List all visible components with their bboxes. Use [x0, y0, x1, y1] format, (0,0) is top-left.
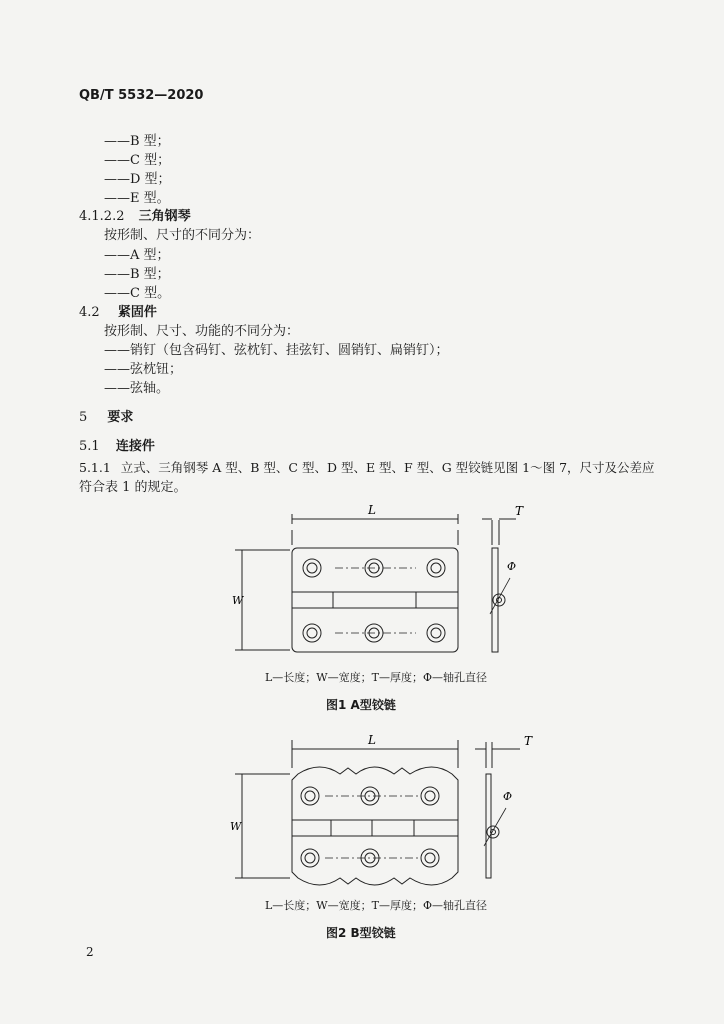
- list-item: ——A 型；: [104, 248, 170, 263]
- figure1-caption: 图1 A型铰链: [326, 698, 396, 712]
- paragraph-text: 立式、三角钢琴 A 型、B 型、C 型、D 型、E 型、F 型、G 型铰链见图 1～图 7，尺寸及公差应: [120, 460, 655, 475]
- figure2-legend: L—长度；W—宽度；T—厚度；Φ—轴孔直径: [265, 899, 487, 912]
- section-title: 要求: [107, 410, 134, 425]
- figure1-hinge-drawing: [220, 500, 540, 675]
- figure2-hinge-drawing: [220, 730, 540, 895]
- dimension-label-T: T: [515, 504, 524, 518]
- list-item: ——C 型。: [104, 286, 171, 301]
- list-item: ——B 型；: [104, 267, 170, 282]
- list-item: ——E 型。: [104, 191, 170, 206]
- section-heading-4122: [79, 209, 191, 225]
- section-intro: 按形制、尺寸的不同分为：: [104, 228, 261, 243]
- dimension-label-T: T: [524, 734, 533, 748]
- section-heading-42: [79, 305, 157, 321]
- list-item: ——C 型；: [104, 153, 171, 168]
- list-item: ——弦轴。: [104, 381, 170, 396]
- section-heading-5: [79, 410, 133, 426]
- list-item: ——弦枕钮；: [104, 362, 183, 377]
- figure1-legend: L—长度；W—宽度；T—厚度；Φ—轴孔直径: [265, 671, 487, 684]
- section-number: 4.1.2.2: [79, 209, 125, 224]
- section-title: 连接件: [115, 439, 155, 454]
- list-item: ——D 型；: [104, 172, 171, 187]
- section-number: 5.1: [79, 439, 100, 454]
- list-item: ——销钉（包含码钉、弦枕钉、挂弦钉、圆销钉、扁销钉）；: [104, 343, 449, 358]
- section-heading-51: [79, 439, 155, 455]
- list-item: ——B 型；: [104, 134, 170, 149]
- paragraph-511-line1: [79, 460, 655, 476]
- section-title: 紧固件: [117, 305, 157, 320]
- section-number: 5.1.1: [79, 460, 111, 475]
- dimension-label-W: W: [232, 594, 244, 607]
- section-number: 5: [79, 410, 88, 425]
- dimension-label-L: L: [368, 733, 376, 747]
- dimension-label-phi: Φ: [503, 790, 513, 803]
- section-number: 4.2: [79, 305, 100, 320]
- paragraph-511-line2: 符合表 1 的规定。: [79, 480, 187, 495]
- dimension-label-phi: Φ: [507, 560, 517, 573]
- dimension-label-L: L: [368, 503, 376, 517]
- figure2-caption: 图2 B型铰链: [326, 926, 396, 940]
- section-title: 三角钢琴: [138, 209, 191, 224]
- dimension-label-W: W: [230, 820, 242, 833]
- standard-code-header: QB/T 5532—2020: [79, 88, 204, 103]
- page-number: 2: [86, 945, 94, 959]
- section-intro: 按形制、尺寸、功能的不同分为：: [104, 324, 300, 339]
